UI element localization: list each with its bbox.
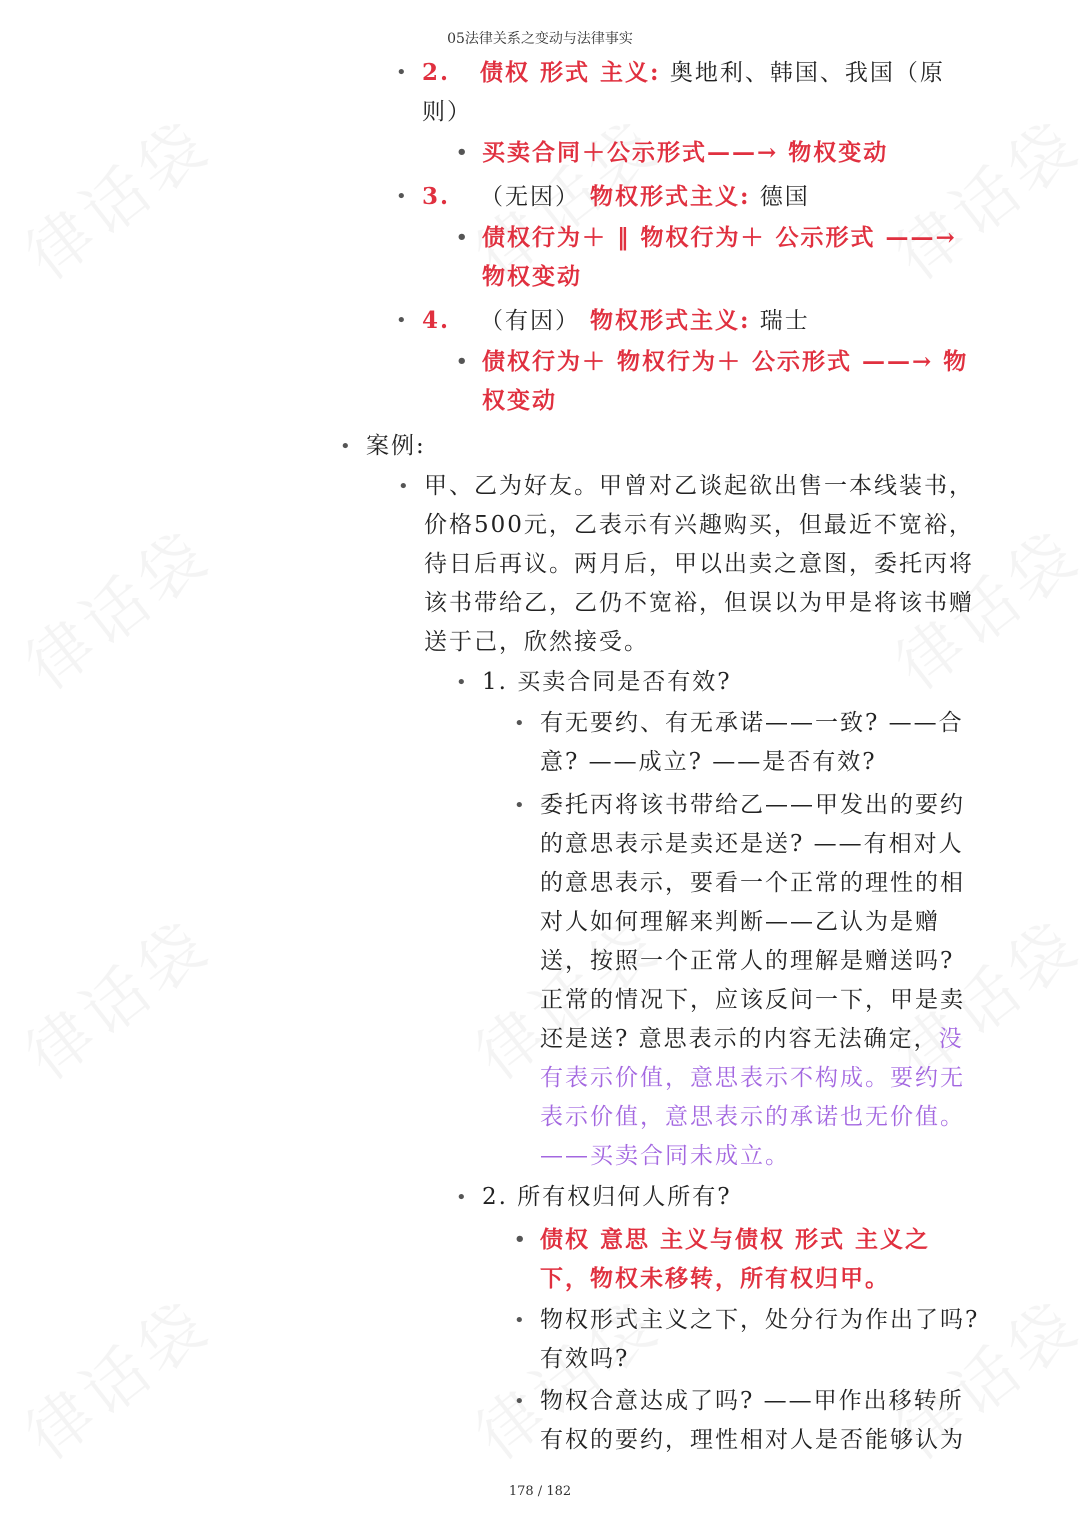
item-text: 瑞士 [750, 308, 810, 334]
item-number: 3. [422, 183, 451, 210]
watermark [4, 505, 226, 707]
list-item-2 [422, 53, 962, 132]
list-item-4 [422, 301, 982, 341]
list-item-3-sub: • 债权行为＋ ‖ 物权行为＋ 公示形式 ——→ 物权变动 [482, 218, 982, 296]
item-prefix: （有因） [480, 308, 580, 334]
question-2-point-a: • 债权 意思 主义与债权 形式 主义之下，物权未移转，所有权归甲。 [540, 1220, 980, 1298]
item-number: 2. [422, 59, 451, 86]
question-1-point-a: • 有无要约、有无承诺——一致? ——合意? ——成立? ——是否有效? [540, 704, 980, 782]
watermark [4, 1275, 226, 1477]
question-1: • 1. 买卖合同是否有效? [482, 663, 972, 702]
item-prefix: （无因） [480, 184, 580, 210]
item-label: 物权形式主义: [580, 183, 751, 210]
item-text: 德国 [750, 184, 810, 210]
list-item-3 [422, 177, 982, 217]
case-label: • 案例: [366, 427, 766, 466]
watermark [4, 895, 226, 1097]
list-item-4-sub: • 债权行为＋ 物权行为＋ 公示形式 ——→ 物权变动 [482, 342, 982, 420]
case-text: • 甲、乙为好友。甲曾对乙谈起欲出售一本线装书，价格500元，乙表示有兴趣购买，但最近不宽裕，待日后再议。两月后，甲以出卖之意图，委托丙将该书带给乙，乙仍不宽裕，但误以为甲是将该书赠送于己，欣然接受。 [424, 467, 980, 662]
item-label: 债权 形式 主义: [480, 59, 661, 86]
item-text: 奥地利、韩国、我国（原则） [422, 60, 945, 125]
question-2-point-c: • 物权合意达成了吗? ——甲作出移转所有权的要约，理性相对人是否能够认为 [540, 1382, 980, 1460]
list-item-2-sub: • 买卖合同＋公示形式——→ 物权变动 [482, 133, 982, 172]
watermark [4, 95, 226, 297]
question-2-point-b: • 物权形式主义之下，处分行为作出了吗? 有效吗? [540, 1301, 980, 1379]
question-2: • 2. 所有权归何人所有? [482, 1178, 972, 1217]
page-number: 178 / 182 [508, 1484, 572, 1499]
point-text: 委托丙将该书带给乙——甲发出的要约的意思表示是卖还是送? ——有相对人的意思表示，要看一个正常的理性的相对人如何理解来判断——乙认为是赠送，按照一个正常人的理解是赠送吗? 正常的情况下，应该反问一下，甲是卖还是送? 意思表示的内容无法确定， [540, 792, 965, 1052]
point-conclusion: 没有表示价值，意思表示不构成。要约无表示价值，意思表示的承诺也无价值。——买卖合同未成立。 [540, 1026, 965, 1169]
item-number: 4. [422, 307, 451, 334]
page-header: 05法律关系之变动与法律事实 [447, 31, 633, 47]
item-label: 物权形式主义: [580, 307, 751, 334]
question-1-point-b [540, 786, 980, 1176]
